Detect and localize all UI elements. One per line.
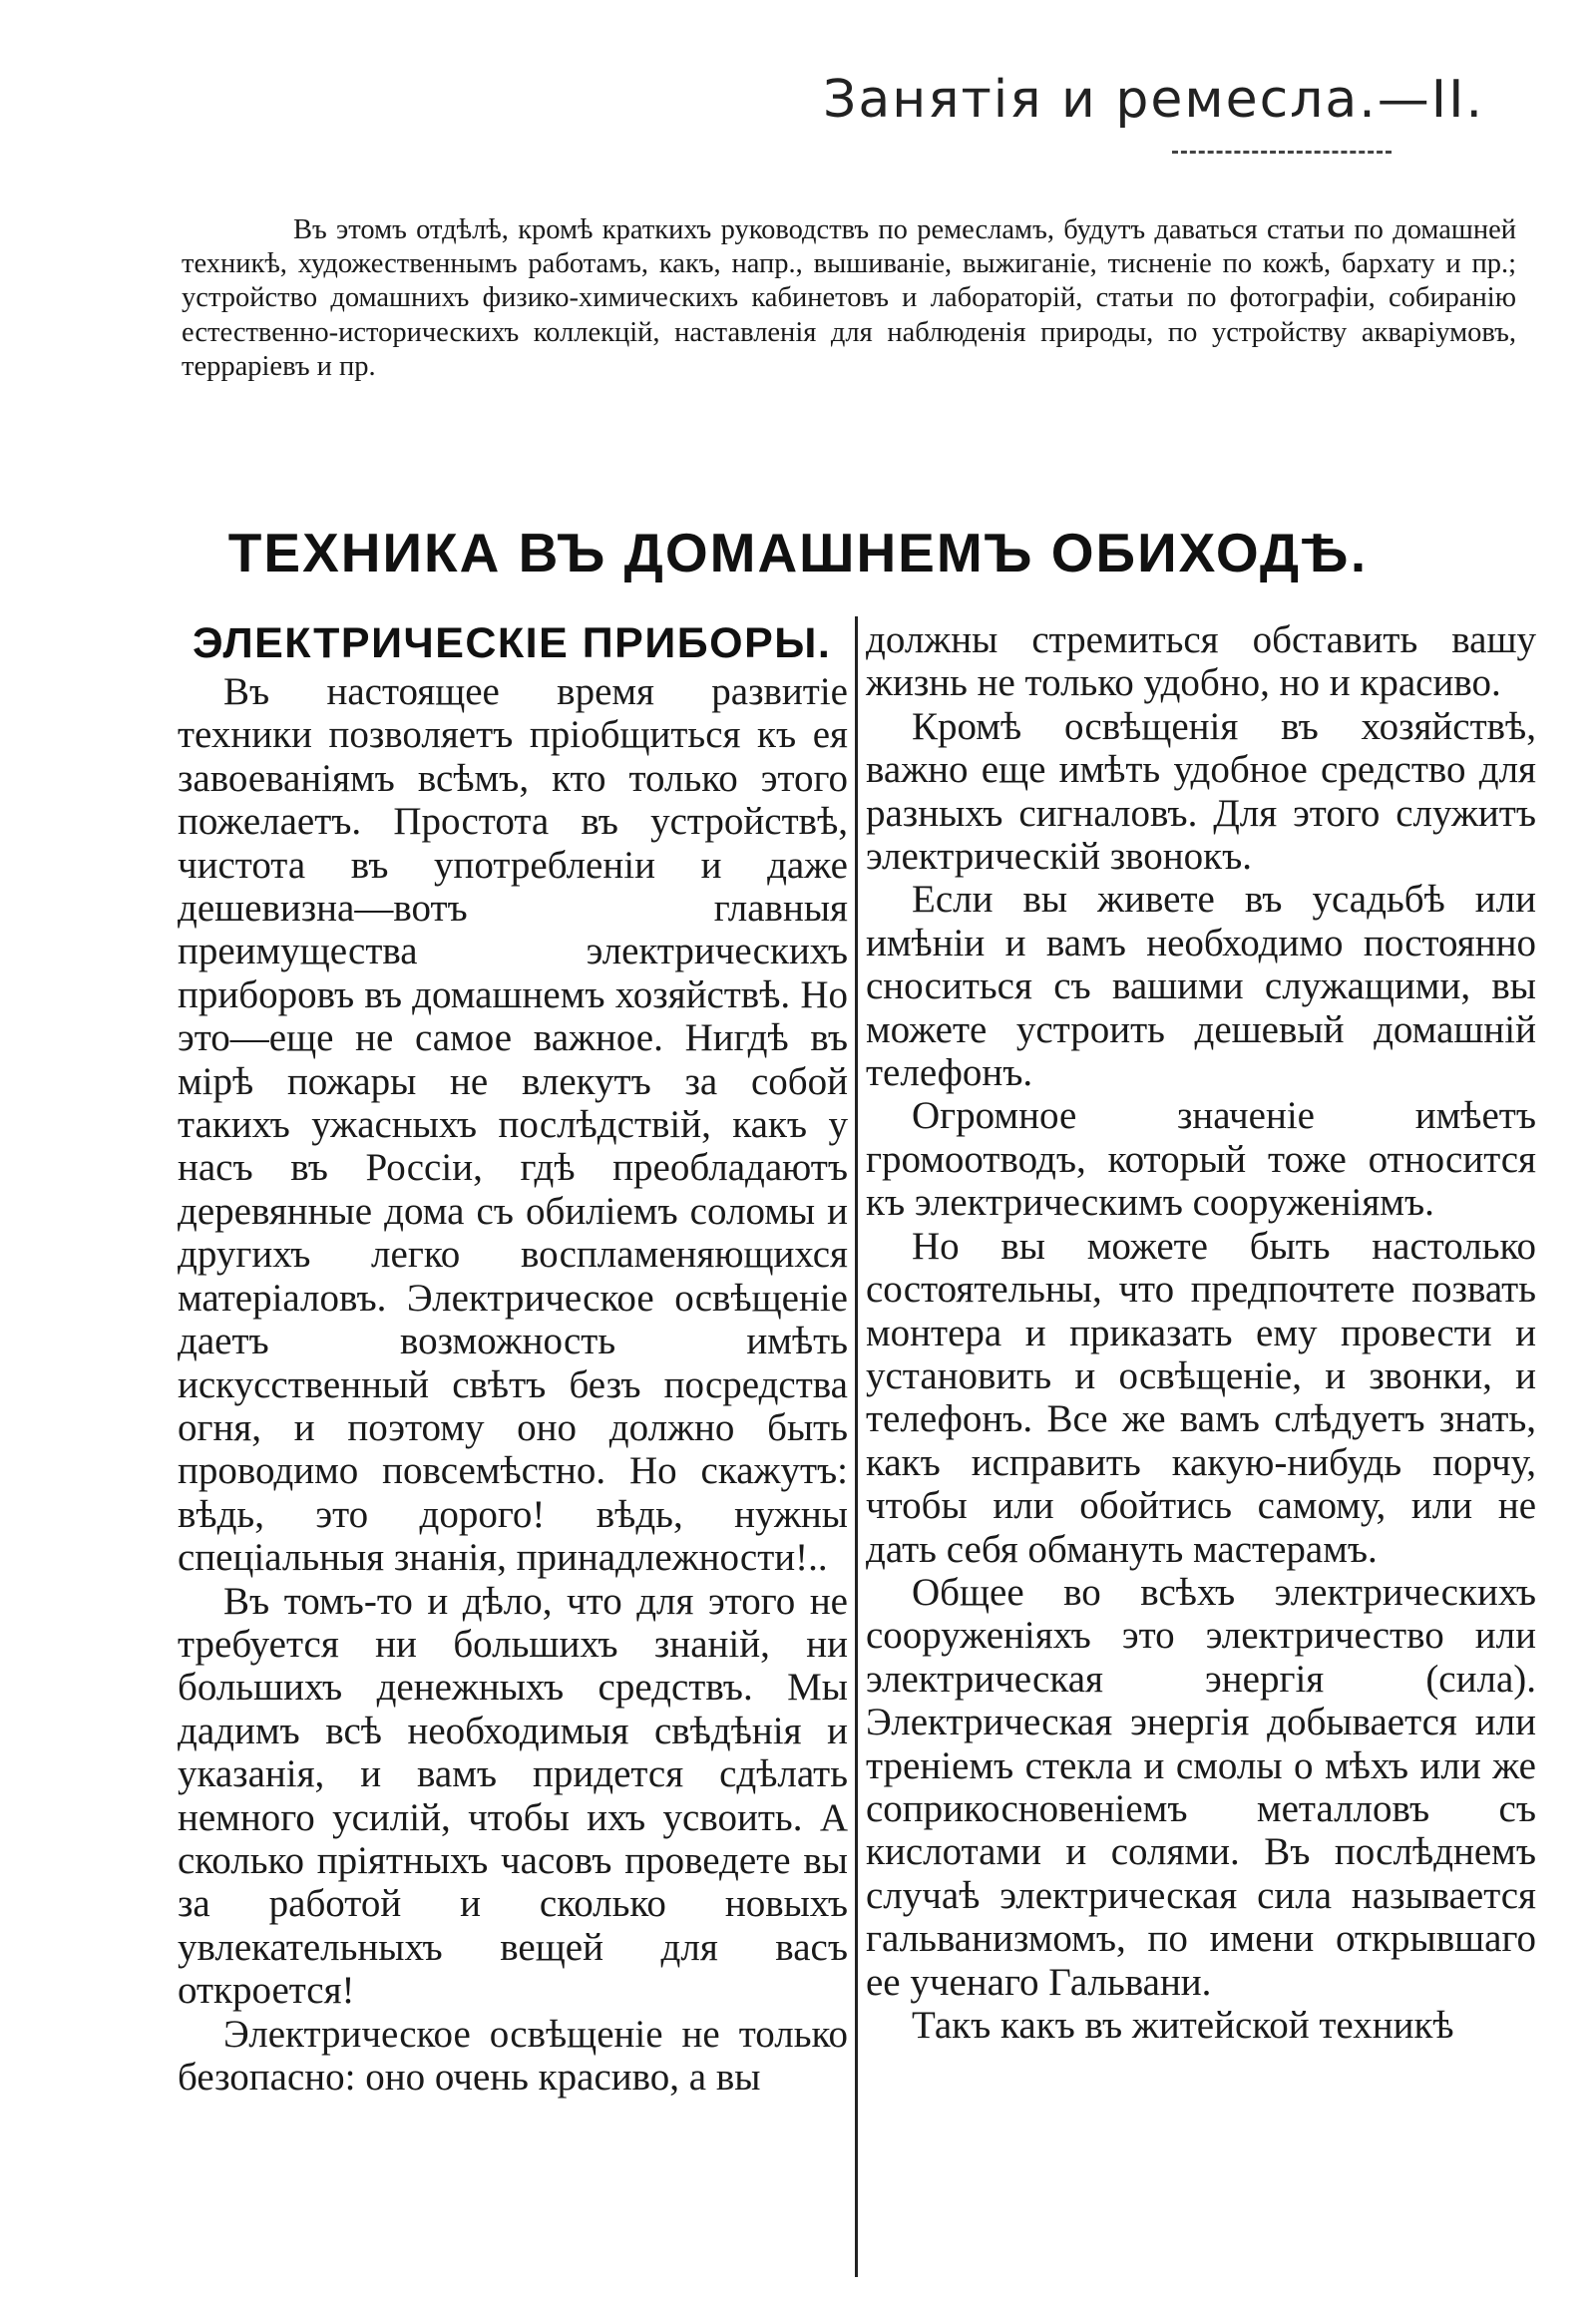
title-underline-rule (1172, 151, 1392, 154)
left-paragraph: Въ томъ-то и дѣло, что для этого не требуется ни большихъ знаній, ни большихъ денежныхъ средствъ. Мы дадимъ всѣ необходимыя свѣдѣнія и указанія, и вамъ придется сдѣлать немного усилій, чтобы ихъ усвоить. А сколько пріятныхъ часовъ проведете вы за работой и сколько новыхъ увлекательныхъ вещей для васъ откроется! (178, 1579, 848, 2013)
section-title: Занятія и ремесла.—II. (823, 70, 1484, 130)
article-title: ТЕХНИКА ВЪ ДОМАШНЕМЪ ОБИХОДѢ. (227, 522, 1369, 583)
left-paragraph: Электрическое освѣщеніе не только безопасно: оно очень красиво, а вы (178, 2012, 848, 2099)
right-paragraph: Но вы можете быть настолько состоятельны, что предпочтете позвать монтера и приказать ему провести и установить и освѣщеніе, и звонки, и телефонъ. Все же вамъ слѣдуетъ знать, какъ исправить какую-нибудь порчу, чтобы или обойтись самому, или не дать себя обмануть мастерамъ. (866, 1224, 1536, 1571)
right-column (866, 618, 1536, 2047)
right-paragraph: должны стремиться обставить вашу жизнь не только удобно, но и красиво. (866, 618, 1536, 705)
right-paragraph: Такъ какъ въ житейской техникѣ (912, 2004, 1454, 2047)
right-paragraph: Огромное значеніе имѣетъ громоотводъ, который тоже относится къ электрическимъ сооруженіямъ. (866, 1094, 1536, 1225)
right-paragraph: Если вы живете въ усадьбѣ или имѣніи и вамъ необходимо постоянно сноситься съ вашими служащими, вы можете устроить дешевый домашній телефонъ. (866, 878, 1536, 1095)
intro-text: Въ этомъ отдѣлѣ, кромѣ краткихъ руководствъ по ремесламъ, будутъ даваться статьи по домашней техникѣ, художественнымъ работамъ, какъ, напр., вышиваніе, выжиганіе, тисненіе по кожѣ, бархату и пр.; устройство домашнихъ физико-химическихъ кабинетовъ и лабораторій, статьи по фотографіи, собиранію естественно-историческихъ коллекцій, наставленія для наблюденія природы, по устройству акваріумовъ, террарiевъ и пр. (182, 214, 1516, 382)
article-subtitle: ЭЛЕКТРИЧЕСКІЕ ПРИБОРЫ. (193, 619, 832, 667)
left-paragraph: Въ настоящее время развитіе техники позволяетъ пріобщиться къ ея завоеваніямъ всѣмъ, кто только этого пожелаетъ. Простота въ устройствѣ, чистота въ употребленіи и даже дешевизна—вотъ главныя преимущества электрическихъ приборовъ въ домашнемъ хозяйствѣ. Но это—еще не самое важное. Нигдѣ въ мірѣ пожары не влекутъ за собой такихъ ужасныхъ послѣдствій, какъ у насъ въ Россіи, гдѣ преобладаютъ деревянные дома съ обиліемъ соломы и другихъ легко воспламеняющихся матеріаловъ. Электрическое освѣщеніе даетъ возможность имѣть искусственный свѣтъ безъ посредства огня, и поэтому оно должно быть проводимо повсемѣстно. Но скажутъ: вѣдь, это дорого! вѣдь, нужны спеціальныя знанія, принадлежности!.. (178, 670, 848, 1580)
right-paragraph: Общее во всѣхъ электрическихъ сооруженіяхъ это электричество или электрическая энергія (сила). Электрическая энергія добывается или треніемъ стекла и смолы о мѣхъ или же соприкосновеніемъ металловъ съ кислотами и солями. Въ послѣднемъ случаѣ электрическая сила называется гальванизмомъ, по имени открывшаго ее ученаго Гальвани. (866, 1570, 1536, 2004)
intro-paragraph (182, 213, 1516, 384)
left-column (178, 618, 848, 2099)
column-divider (855, 616, 858, 2277)
right-paragraph: Кромѣ освѣщенія въ хозяйствѣ, важно еще имѣть удобное средство для разныхъ сигналовъ. Для этого служитъ электрическій звонокъ. (866, 704, 1536, 879)
